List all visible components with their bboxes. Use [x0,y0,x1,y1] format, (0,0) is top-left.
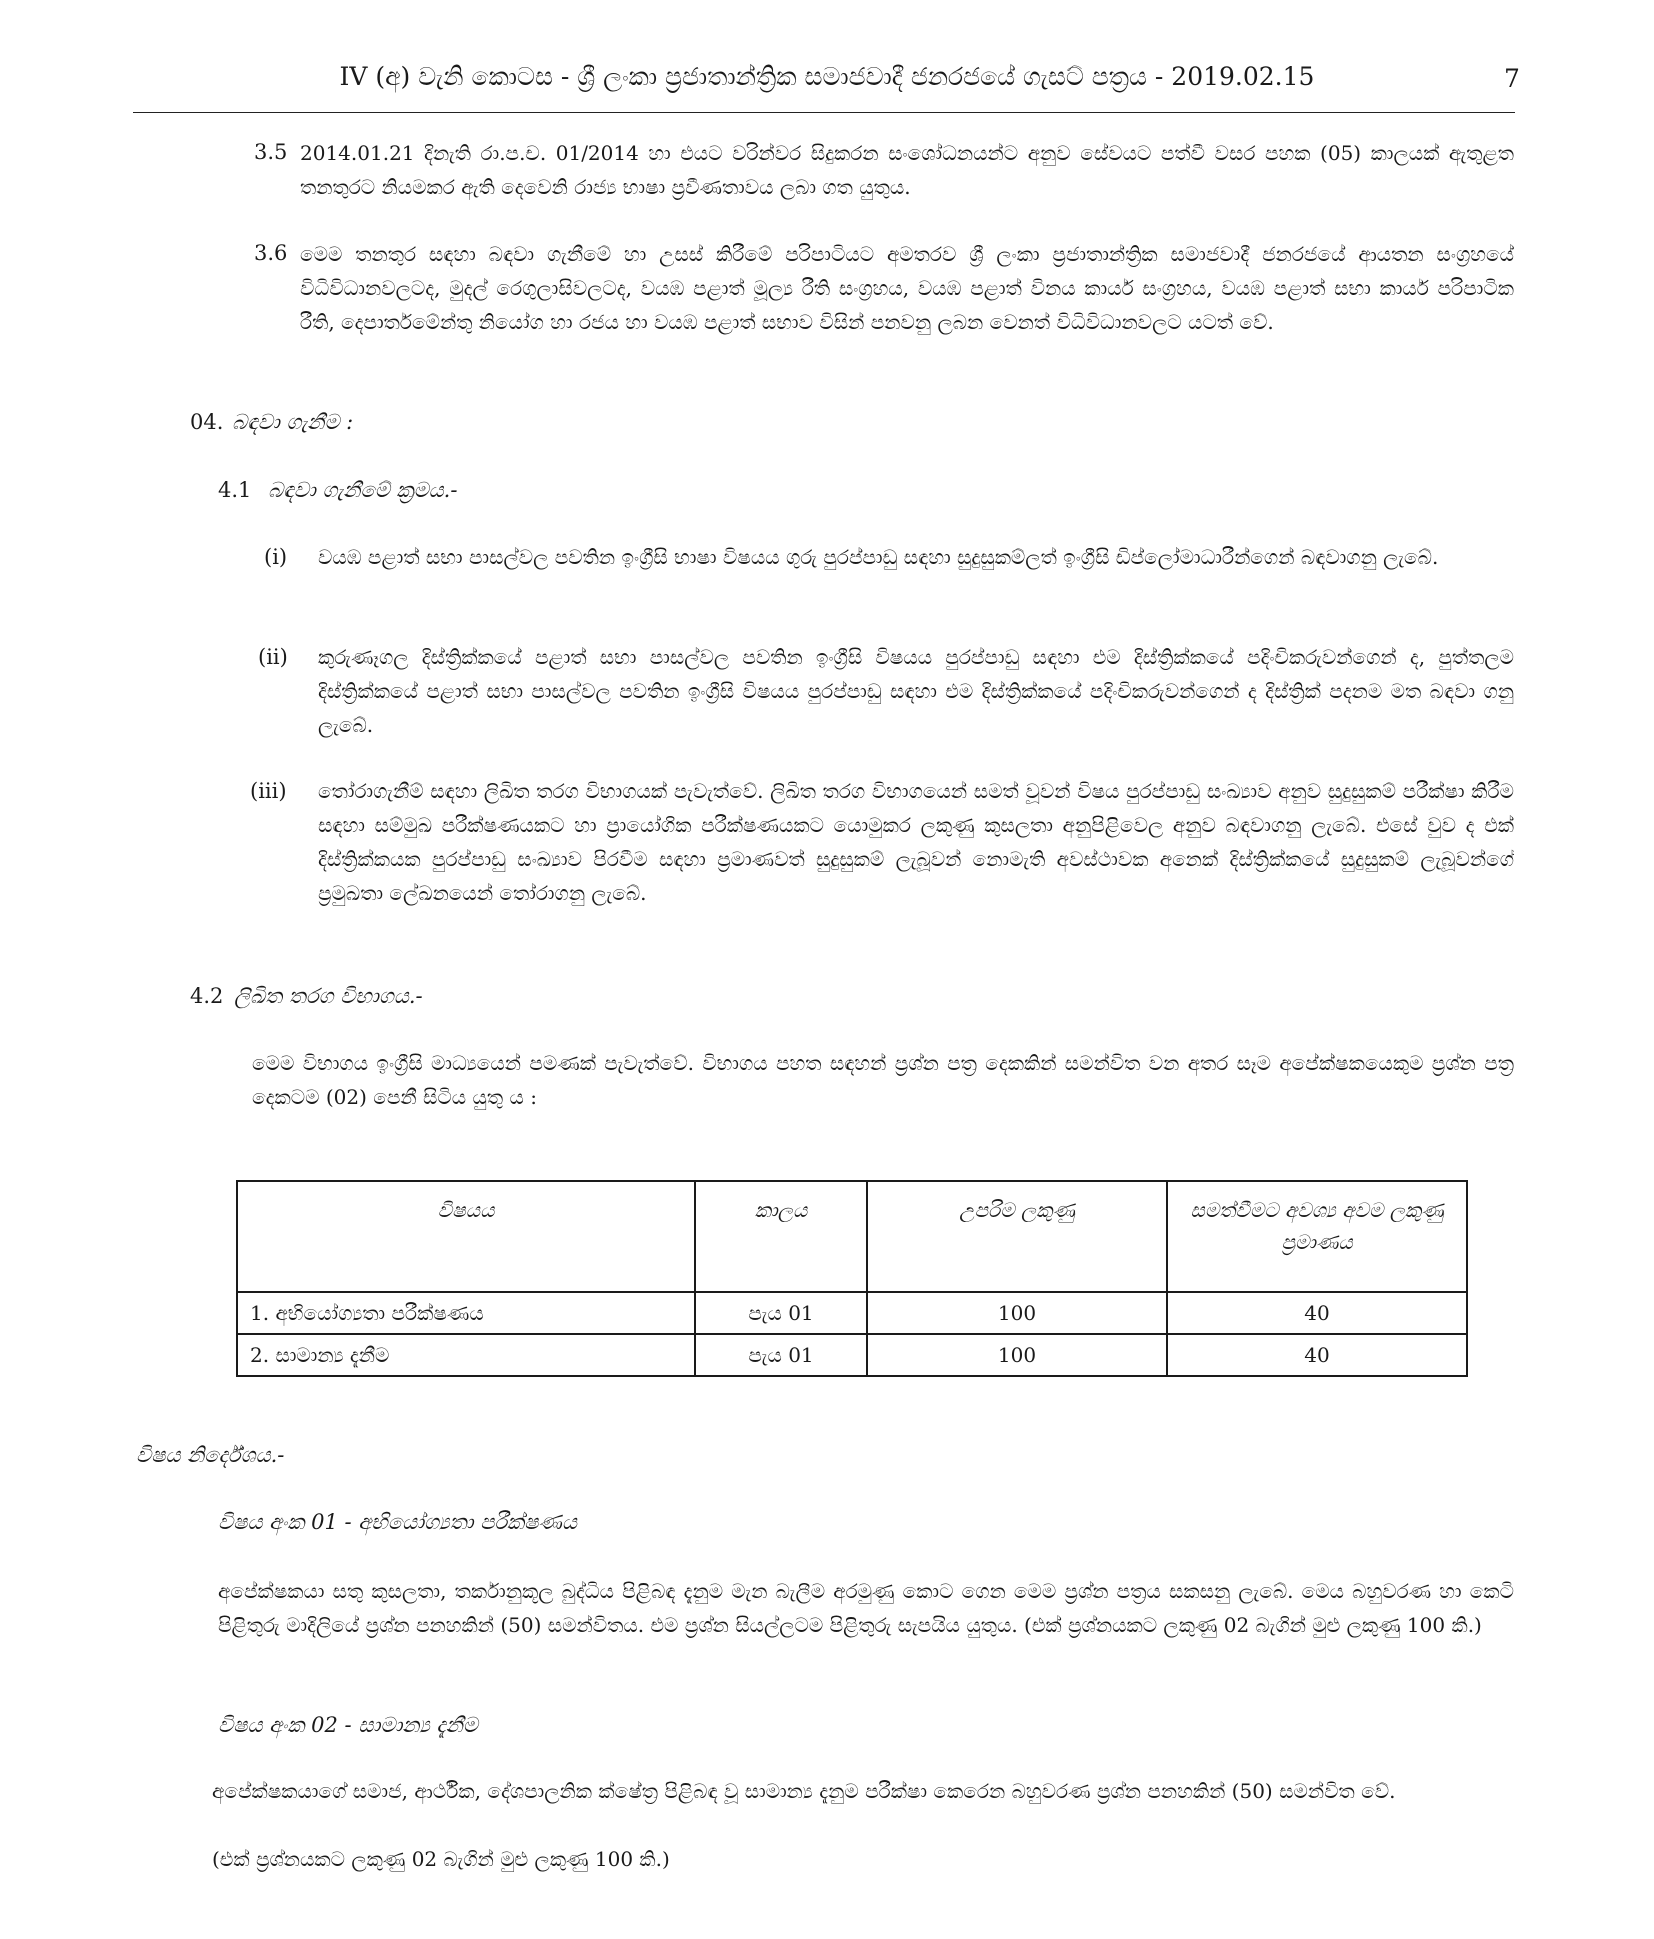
table-cell-subject: 2. සාමාන්‍ය දැනීම [237,1334,695,1376]
header-divider [133,112,1515,113]
section-3-6-number: 3.6 [254,241,288,265]
syllabus-title: විෂය නිර්දේශය.- [136,1443,285,1467]
table-header-subject: විෂයය [237,1181,695,1292]
section-3-5-number: 3.5 [254,140,288,164]
subject-1-text: අපේක්ෂකයා සතු කුසලතා, තර්කානුකූල බුද්ධිය පිළිබඳ දැනුම මැන බැලීම අරමුණු කොට ගෙන මෙම ප්‍රශ්න පත්‍රය සකසනු ලැබේ. මෙය බහුවරණ හා කෙටි පිළිතුරු මාදිලියේ ප්‍රශ්න පනහකින් (50) සමන්විතය. එම ප්‍රශ්න සියල්ලටම පිළිතුරු සැපයිය යුතුය. (එක් ප්‍රශ්නයකට ලකුණු 02 බැගින් මුළු ලකුණු 100 කි.) [218,1579,1514,1637]
section-4-2-title: ලිඛිත තරග විභාගය.- [234,984,423,1008]
item-iii-number: (iii) [250,779,287,803]
item-ii-number: (ii) [258,645,288,669]
table-cell-duration: පැය 01 [695,1292,867,1334]
table-cell-duration: පැය 01 [695,1334,867,1376]
section-4-1-title: බඳවා ගැනීමේ ක්‍රමය.- [268,478,458,502]
table-row [237,1292,1467,1334]
subject-1-title: විෂය අංක 01 - අභියෝග්‍යතා පරීක්ෂණය [218,1510,577,1534]
subject-2-text: අපේක්ෂකයාගේ සමාජ, ආර්ථික, දේශපාලනික ක්ෂේත්‍ර පිළිබඳ වූ සාමාන්‍ය දැනුම පරීක්ෂා කෙරෙන බහුවරණ ප්‍රශ්න පනහකින් (50) සමන්විත වේ. [212,1779,1396,1803]
item-i-number: (i) [264,545,288,569]
section-4-number: 04. [190,410,224,434]
section-3-5-text: 2014.01.21 දිනැති රා.ප.ච. 01/2014 හා එයට වරින්වර සිදුකරන සංශෝධනයන්ට අනුව සේවයට පත්වී වසර පහක (05) කාලයක් ඇතුළත තනතුරට නියමකර ඇති දෙවෙනි රාජ්‍ය භාෂා ප්‍රවීණතාවය ලබා ගත යුතුය. [300,141,1514,199]
table-row [237,1334,1467,1376]
section-4-2-number: 4.2 [190,984,224,1008]
subject-2-note: (එක් ප්‍රශ්නයකට ලකුණු 02 බැගින් මුළු ලකුණු 100 කි.) [212,1847,670,1871]
section-4-1-number: 4.1 [218,478,252,502]
table-header-max-marks: උපරිම ලකුණු [867,1181,1167,1292]
page-number: 7 [1504,64,1520,93]
item-iii-text: තෝරාගැනීම් සඳහා ලිඛිත තරග විභාගයක් පැවැත්වේ. ලිඛිත තරග විභාගයෙන් සමත් වූවන් විෂය පුරප්පාඩු සංඛ්‍යාව අනුව සුදුසුකම් පරීක්ෂා කිරීම සඳහා සම්මුඛ පරීක්ෂණයකට හා ප්‍රායෝගික පරීක්ෂණයකට යොමුකර ලකුණු කුසලතා අනුපිළිවෙල අනුව බඳවාගනු ලැබේ. එසේ වුව ද එක් දිස්ත්‍රික්කයක පුරප්පාඩු සංඛ්‍යාව පිරවීම සඳහා ප්‍රමාණවත් සුදුසුකම් ලැබූවන් නොමැති අවස්ථාවක අනෙක් දිස්ත්‍රික්කයේ සුදුසුකම් ලැබූවන්ගේ ප්‍රමුඛතා ලේඛනයෙන් තෝරාගනු ලැබේ. [318,779,1514,905]
table-cell-subject: 1. අභියෝග්‍යතා පරීක්ෂණය [237,1292,695,1334]
table-header-pass-marks: සමත්වීමට අවශ්‍ය අවම ලකුණු ප්‍රමාණය [1167,1181,1467,1292]
table-cell-pass-marks: 40 [1167,1292,1467,1334]
table-cell-pass-marks: 40 [1167,1334,1467,1376]
section-3-6-text: මෙම තනතුර සඳහා බඳවා ගැනීමේ හා උසස් කිරීමේ පරිපාටියට අමතරව ශ්‍රී ලංකා ප්‍රජාතාන්ත්‍රික සමාජවාදී ජනරජයේ ආයතන සංග්‍රහයේ විධිවිධානවලටද, මුදල් රෙගුලාසිවලටද, වයඹ පළාත් මූල්‍ය රීති සංග්‍රහය, වයඹ පළාත් විනය කාර්ය සංග්‍රහය, වයඹ පළාත් සභා කාර්ය පරිපාටික රීති, දෙපාර්තමේන්තු නියෝග හා රජය හා වයඹ පළාත් සභාව විසින් පනවනු ලබන වෙනත් විධිවිධානවලට යටත් වේ. [300,242,1514,334]
item-ii-text: කුරුණෑගල දිස්ත්‍රික්කයේ පළාත් සභා පාසල්වල පවතින ඉංග්‍රීසි විෂයය පුරප්පාඩු සඳහා එම දිස්ත්‍රික්කයේ පදිංචිකරුවන්ගෙන් ද, පුත්තලම දිස්ත්‍රික්කයේ පළාත් සභා පාසල්වල පවතින ඉංග්‍රීසි විෂයය පුරප්පාඩු සඳහා එම දිස්ත්‍රික්කයේ පදිංචිකරුවන්ගෙන් ද දිස්ත්‍රික් පදනම මත බඳවා ගනු ලැබේ. [318,645,1514,737]
subject-2-title: විෂය අංක 02 - සාමාන්‍ය දැනීම [218,1713,478,1737]
section-4-2-text: මෙම විභාගය ඉංග්‍රීසි මාධ්‍යයෙන් පමණක් පැවැත්වේ. විභාගය පහත සඳහන් ප්‍රශ්න පත්‍ර දෙකකින් සමන්විත වන අතර සෑම අපේක්ෂකයෙකුම ප්‍රශ්න පත්‍ර දෙකටම (02) පෙනී සිටිය යුතු ය : [252,1051,1514,1109]
table-cell-max-marks: 100 [867,1292,1167,1334]
table-header-duration: කාලය [695,1181,867,1292]
table-cell-max-marks: 100 [867,1334,1167,1376]
exam-table [236,1180,1468,1377]
item-i-text: වයඹ පළාත් සභා පාසල්වල පවතින ඉංග්‍රීසි භාෂා විෂයය ගුරු පුරප්පාඩු සඳහා සුදුසුකම්ලත් ඉංග්‍රීසි ඩිප්ලෝමාධාරීන්ගෙන් බඳවාගනු ලැබේ. [318,545,1439,569]
table-header-row [237,1181,1467,1292]
section-4-title: බඳවා ගැනීම : [232,410,354,434]
page-header-title: IV (අ) වැනි කොටස - ශ්‍රී ලංකා ප්‍රජාතාන්ත්‍රික සමාජවාදී ජනරජයේ ගැසට් පත්‍රය - 2019.02.15 [339,62,1315,91]
